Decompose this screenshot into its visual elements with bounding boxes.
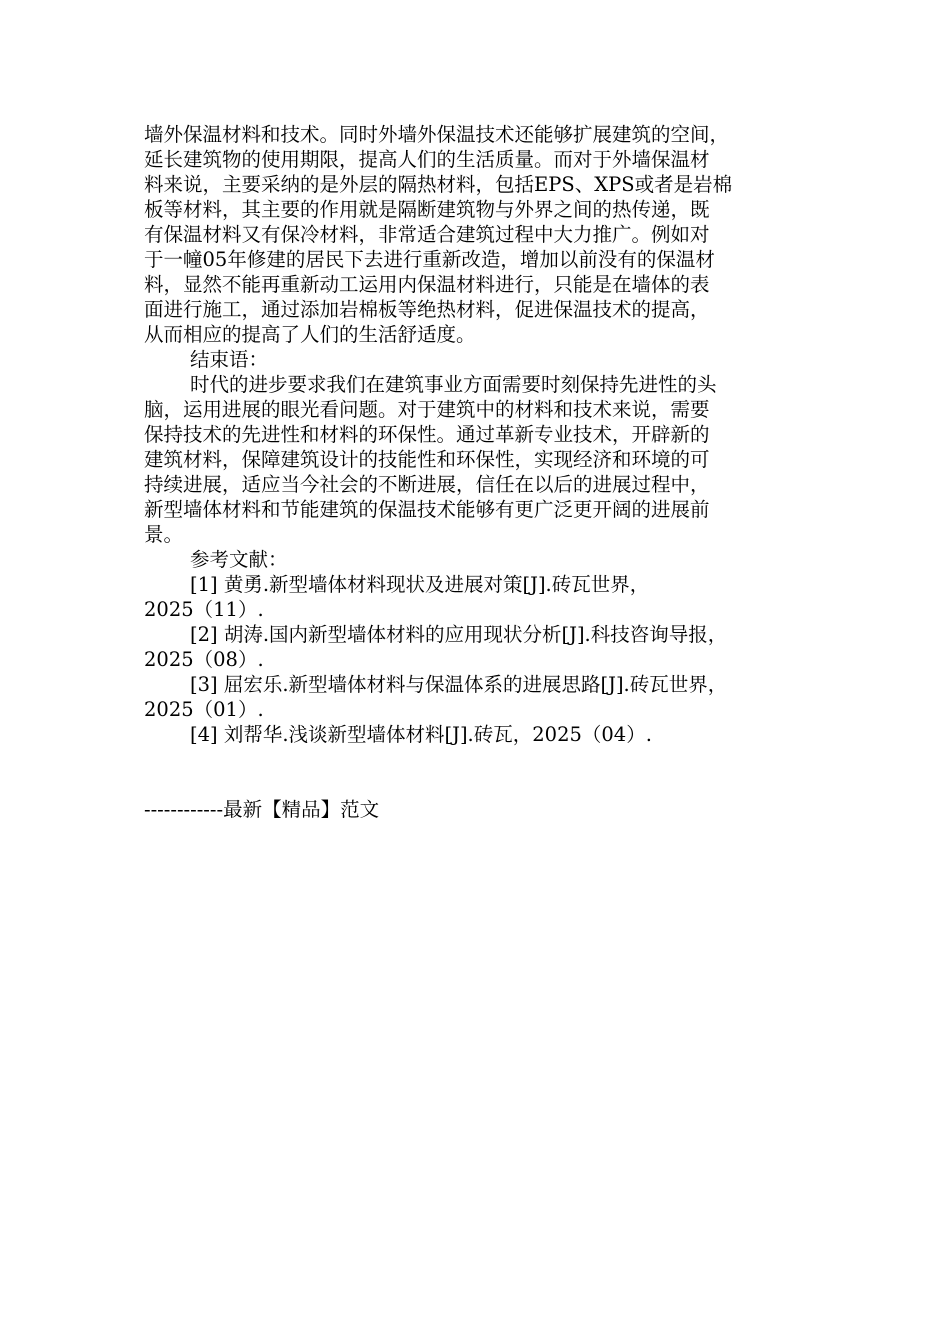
paragraph-line: 景。: [144, 523, 184, 546]
reference-item: [144, 572, 824, 622]
paragraph-line: 时代的进步要求我们在建筑事业方面需要时刻保持先进性的头: [190, 373, 717, 396]
paragraph-line: 保持技术的先进性和材料的环保性。通过革新专业技术，开辟新的: [144, 423, 710, 446]
document-page: [144, 122, 824, 747]
paragraph-line: 脑，运用进展的眼光看问题。对于建筑中的材料和技术来说，需要: [144, 398, 710, 421]
reference-line: [1] 黄勇.新型墙体材料现状及进展对策[J].砖瓦世界，: [190, 573, 650, 596]
paragraph-line: 墙外保温材料和技术。同时外墙外保温技术还能够扩展建筑的空间，: [144, 123, 730, 146]
references-heading: 参考文献：: [190, 548, 288, 571]
paragraph-line: 从而相应的提高了人们的生活舒适度。: [144, 323, 476, 346]
paragraph-line: 延长建筑物的使用期限，提高人们的生活质量。而对于外墙保温材: [144, 148, 710, 171]
reference-line: [4] 刘帮华.浅谈新型墙体材料[J].砖瓦，2025（04）.: [190, 723, 652, 746]
reference-line: 2025（08）.: [144, 648, 264, 671]
paragraph-line: 面进行施工，通过添加岩棉板等绝热材料，促进保温技术的提高，: [144, 298, 710, 321]
reference-item: [144, 622, 824, 672]
paragraph-line: 料，显然不能再重新动工运用内保温材料进行，只能是在墙体的表: [144, 273, 710, 296]
paragraph-line: 持续进展，适应当今社会的不断进展，信任在以后的进展过程中，: [144, 473, 710, 496]
reference-line: [2] 胡涛.国内新型墙体材料的应用现状分析[J].科技咨询导报，: [190, 623, 728, 646]
reference-line: [3] 屈宏乐.新型墙体材料与保温体系的进展思路[J].砖瓦世界，: [190, 673, 728, 696]
reference-item: [144, 722, 824, 747]
conclusion-paragraph: [144, 372, 824, 547]
paragraph-line: 于一幢05年修建的居民下去进行重新改造，增加以前没有的保温材: [144, 248, 715, 271]
reference-line: 2025（01）.: [144, 698, 264, 721]
reference-list: [144, 572, 824, 747]
paragraph-line: 板等材料，其主要的作用就是隔断建筑物与外界之间的热传递，既: [144, 198, 710, 221]
paragraph-line: 新型墙体材料和节能建筑的保温技术能够有更广泛更开阔的进展前: [144, 498, 710, 521]
paragraph-line: 有保温材料又有保冷材料，非常适合建筑过程中大力推广。例如对: [144, 223, 710, 246]
conclusion-heading: 结束语：: [190, 348, 269, 371]
page-footer: ------------最新【精品】范文: [144, 798, 380, 821]
paragraph-line: 建筑材料，保障建筑设计的技能性和环保性，实现经济和环境的可: [144, 448, 710, 471]
reference-item: [144, 672, 824, 722]
paragraph-line: 料来说，主要采纳的是外层的隔热材料，包括EPS、XPS或者是岩棉: [144, 173, 733, 196]
reference-line: 2025（11）.: [144, 598, 264, 621]
body-paragraph: [144, 122, 824, 347]
